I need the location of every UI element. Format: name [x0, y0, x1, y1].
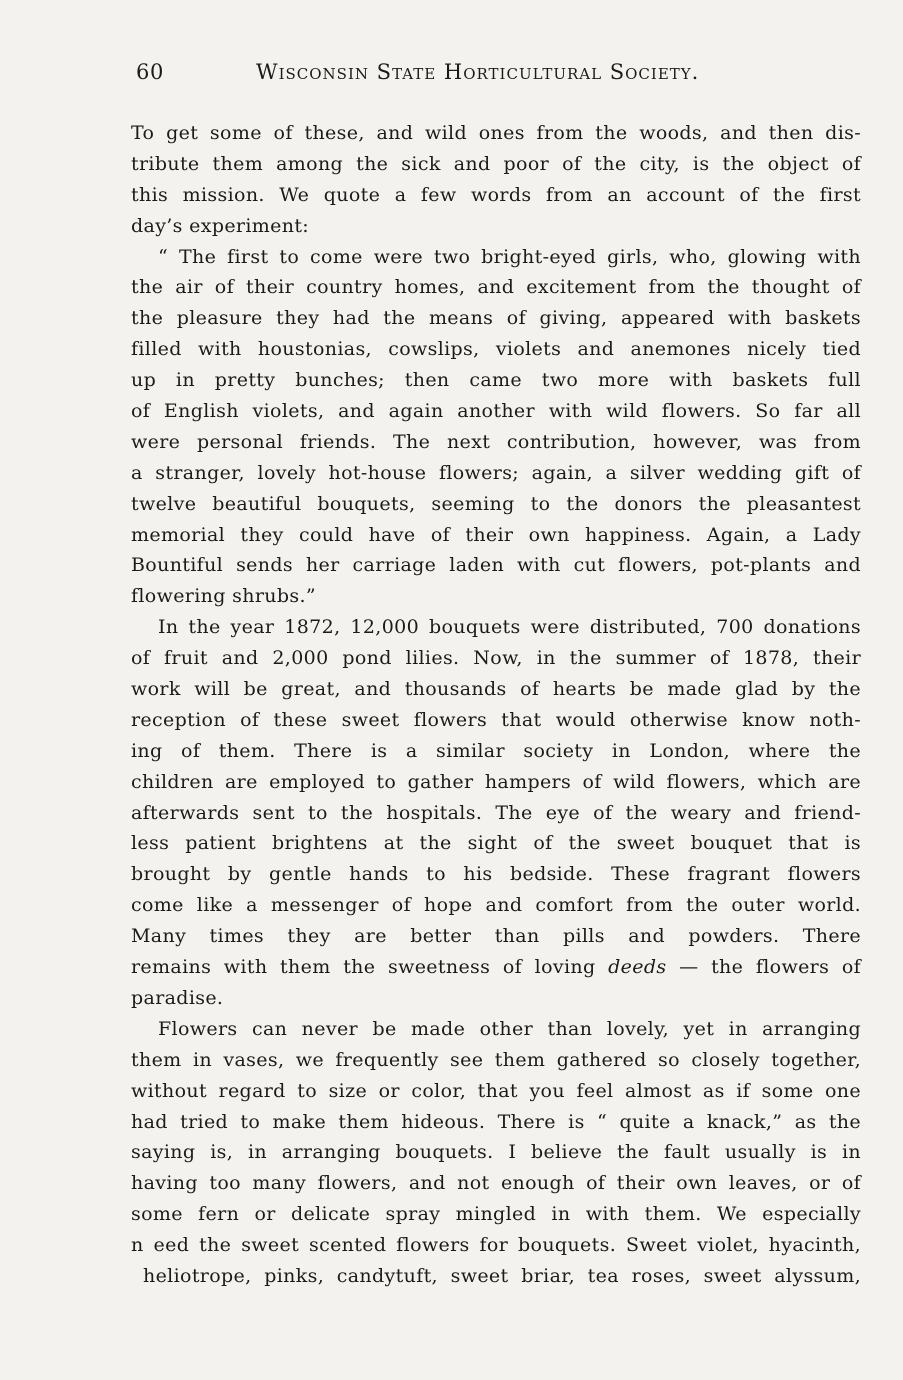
text-line: come like a messenger of hope and comfort from the outer world.: [131, 894, 861, 917]
text-line: Bountiful sends her carriage laden with cut flowers, pot-plants and: [131, 554, 861, 577]
page-number: 60: [136, 60, 164, 84]
text-line: paradise.: [131, 986, 224, 1009]
text-line: children are employed to gather hampers of wild flowers, which are: [131, 770, 861, 793]
text-line: n eed the sweet scented flowers for bouquets. Sweet violet, hyacinth,: [131, 1234, 861, 1257]
text-line: Flowers can never be made other than lovely, yet in arranging: [158, 1017, 861, 1040]
text-line: Many times they are better than pills and powders. There: [131, 925, 861, 948]
text-line: a stranger, lovely hot-house flowers; again, a silver wedding gift of: [131, 461, 861, 484]
text-line: memorial they could have of their own happiness. Again, a Lady: [131, 523, 861, 546]
text-line: remains with them the sweetness of loving deeds — the flowers of: [131, 956, 861, 979]
running-title: Wisconsin State Horticultural Society.: [256, 60, 700, 84]
text-line: tribute them among the sick and poor of the city, is the object of: [131, 152, 861, 175]
text-line: saying is, in arranging bouquets. I believe the fault usually is in: [131, 1141, 861, 1164]
text-line: ing of them. There is a similar society in London, where the: [131, 739, 861, 762]
text-line: were personal friends. The next contribution, however, was from: [131, 430, 861, 453]
text-line: work will be great, and thousands of hearts be made glad by the: [131, 678, 861, 701]
text-line: of fruit and 2,000 pond lilies. Now, in the summer of 1878, their: [131, 647, 861, 670]
text-line: “ The first to come were two bright-eyed girls, who, glowing with: [158, 245, 861, 268]
text-line: had tried to make them hideous. There is “ quite a knack,” as the: [131, 1110, 861, 1133]
text-line: In the year 1872, 12,000 bouquets were distributed, 700 donations: [158, 616, 861, 639]
text-line: some fern or delicate spray mingled in with them. We especially: [131, 1203, 861, 1226]
text-line: without regard to size or color, that you feel almost as if some one: [131, 1079, 861, 1102]
text-line: heliotrope, pinks, candytuft, sweet briar, tea roses, sweet alyssum,: [143, 1264, 861, 1287]
text-line: afterwards sent to the hospitals. The eye of the weary and friend-: [131, 801, 861, 824]
body-text: [131, 118, 861, 1292]
text-line: day’s experiment:: [131, 214, 310, 237]
text-line: up in pretty bunches; then came two more with baskets full: [131, 369, 861, 392]
text-line: the air of their country homes, and excitement from the thought of: [131, 276, 861, 299]
text-line: flowering shrubs.”: [131, 585, 316, 608]
text-line: them in vases, we frequently see them gathered so closely together,: [131, 1048, 861, 1071]
text-line: the pleasure they had the means of giving, appeared with baskets: [131, 307, 861, 330]
text-line: of English violets, and again another with wild flowers. So far all: [131, 400, 861, 423]
text-line: having too many flowers, and not enough of their own leaves, or of: [131, 1172, 861, 1195]
text-line: reception of these sweet flowers that would otherwise know noth-: [131, 708, 861, 731]
text-line: filled with houstonias, cowslips, violets and anemones nicely tied: [131, 338, 861, 361]
text-line: brought by gentle hands to his bedside. These fragrant flowers: [131, 863, 861, 886]
text-line: To get some of these, and wild ones from the woods, and then dis-: [131, 122, 861, 144]
text-line: this mission. We quote a few words from an account of the first: [131, 183, 861, 206]
text-line: twelve beautiful bouquets, seeming to the donors the pleasantest: [131, 492, 861, 515]
text-line: less patient brightens at the sight of the sweet bouquet that is: [131, 832, 861, 855]
running-head: [136, 60, 836, 90]
